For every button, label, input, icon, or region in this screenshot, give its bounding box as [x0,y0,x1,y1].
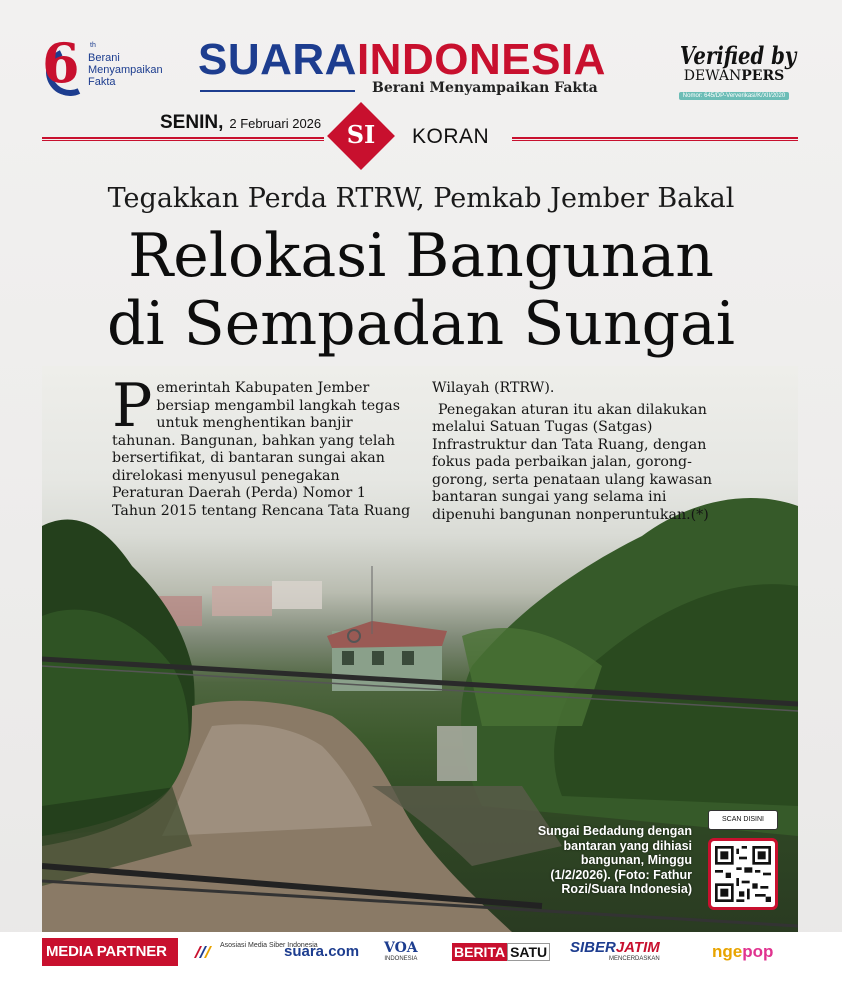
article-dropcap: P [112,371,153,441]
headline-line2: di Sempadan Sungai [106,289,735,359]
article-column-2 [432,380,732,524]
headline[interactable] [0,222,842,358]
headline-kicker: Tegakkan Perda RTRW, Pemkab Jember Bakal [107,183,735,214]
partner-siber-b: JATIM [615,939,660,956]
verified-number: Nomor: 645/DP-Ververikasi/K/XII/2020 [679,92,789,100]
amsi-logo-icon [192,944,216,960]
partner-voa[interactable] [384,940,418,964]
header-rule-right [512,137,798,141]
photo-caption: Sungai Bedadung dengan bantaran yang dihiasi bangunan, Minggu (1/2/2026). (Foto: Fathur Rozi/Suara Indonesia) [537,824,692,896]
masthead-logo[interactable] [198,35,606,84]
headline-line1: Relokasi Bangunan [128,221,714,291]
partner-berita-b: SATU [507,943,550,961]
partner-voa-text: VOA [384,940,418,956]
partner-siber-sub: MENCERDASKAN [609,956,660,962]
logo-underline [200,90,355,92]
partner-siberjatim[interactable] [570,940,660,964]
article-continuation: Wilayah (RTRW). [432,380,555,396]
verified-org-pers: PERS [741,68,785,84]
verified-title: Verified by [679,41,797,70]
anniversary-text [88,52,188,88]
logo-word-indonesia: INDONESIA [356,35,606,84]
anniversary-badge [42,31,182,100]
dateline-date: 2 Februari 2026 [229,116,322,131]
media-partner-label: MEDIA PARTNER [42,938,178,966]
partner-ngepop[interactable] [712,940,773,964]
partner-ngepop-b: pop [742,942,774,961]
dateline [160,112,321,134]
logo-word-suara: SUARA [198,35,357,84]
qr-scan-label: SCAN DISINI [708,810,778,830]
header-rule-left [42,137,324,141]
verified-org [668,68,800,84]
qr-code[interactable] [708,838,778,910]
anniversary-suffix: th [90,42,96,49]
partner-amsi-text: Asosiasi Media Siber Indonesia [220,942,318,949]
section-label: KORAN [412,125,490,148]
dateline-day: SENIN, [160,112,224,133]
article-lead-text: emerintah Kabupaten Jember bersiap mengambil langkah tegas untuk menghentikan banjir tahunan. Bangunan, bahkan yang telah bersertifikat, di bantaran sungai akan direlokasi menyusul penegakan Peraturan Daerah (Perda) Nomor 1 Tahun 2015 tentang Rencana Tata Ruang [112,380,411,519]
partner-berita-a: BERITA [454,944,506,960]
anniversary-line3: Fakta [88,76,116,88]
verified-badge [668,41,800,102]
partner-siber-a: SIBER [570,939,616,956]
qr-code-icon [715,845,771,903]
article-paragraph-2: Penegakan aturan itu akan dilakukan melalui Satuan Tugas (Satgas) Infrastruktur dan Tata Ruang, dengan fokus pada perbaikan jalan, gorong-gorong, serta penataan ulang kawasan bantaran sungai yang selama ini dipenuhi bangunan nonperuntukan.(*) [432,401,713,523]
partner-amsi[interactable] [192,942,318,966]
article-column-1 [112,371,412,520]
anniversary-line1: Berani [88,52,120,64]
partner-beritasatu[interactable] [452,940,550,964]
partner-ngepop-a: nge [712,942,743,961]
masthead-tagline: Berani Menyampaikan Fakta [372,80,598,96]
si-badge-text: SI [346,120,376,149]
partner-voa-sub: INDONESIA [384,956,418,962]
partner-suara[interactable]: suara.com [284,943,360,960]
verified-org-dewan: DEWAN [683,68,742,84]
anniversary-number: 6 [42,31,80,95]
anniversary-line2: Menyampaikan [88,64,163,76]
